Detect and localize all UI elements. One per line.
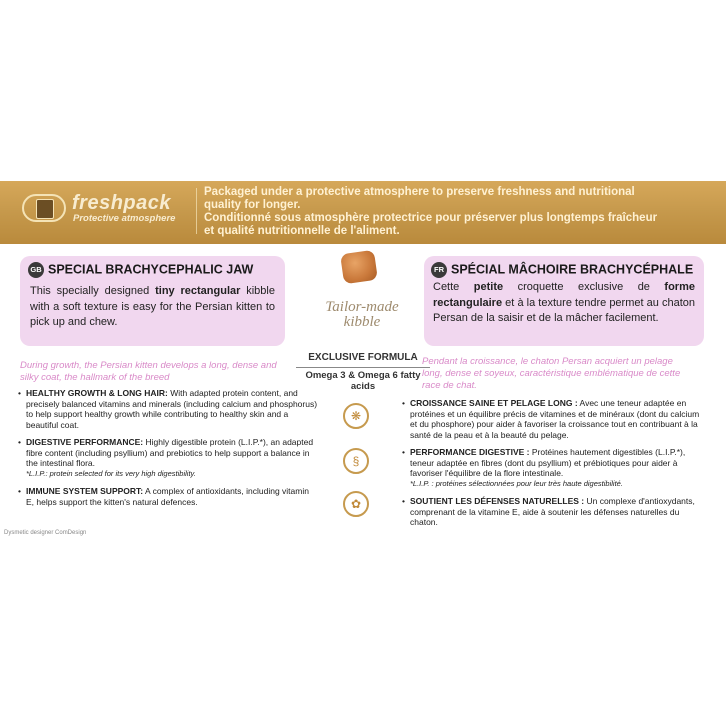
tailor-made-kibble-label: Tailor-made kibble <box>325 299 399 330</box>
french-heading <box>431 262 693 278</box>
freshpack-logo-icon <box>22 194 66 222</box>
freshpack-subtitle: Protective atmosphere <box>73 213 176 224</box>
french-title: SPÉCIAL MÂCHOIRE BRACHYCÉPHALE <box>451 262 694 277</box>
banner-line: quality for longer. <box>204 199 301 211</box>
list-item: • SOUTIENT LES DÉFENSES NATURELLES : Un complexe d'antioxydants, comprenant de la vitamine E, aide à soutenir les défenses naturelles du chaton. <box>402 496 706 528</box>
banner-line: Packaged under a protective atmosphere to preserve freshness and nutritional <box>204 186 635 198</box>
banner-text <box>204 186 714 238</box>
banner-line: et qualité nutritionnelle de l'aliment. <box>204 225 400 237</box>
shield-cat-icon: ✿ <box>343 491 369 517</box>
stomach-icon: § <box>343 448 369 474</box>
kibble-image <box>340 250 378 284</box>
french-description: Cette petite croquette exclusive de forme rectangulaire et à la texture tendre permet au chaton Persan de la saisir et de la mâcher facilement. <box>433 281 695 324</box>
list-item: • DIGESTIVE PERFORMANCE: Highly digestible protein (L.I.P.*), an adapted fibre content (including psyllium) and prebiotics to help support a balance in the intestinal flora. *L.I.P.: protein selected for its very high digestibility. <box>18 437 318 479</box>
banner-divider <box>196 188 197 234</box>
english-benefits-list <box>18 388 318 514</box>
gb-flag-icon: GB <box>28 262 44 278</box>
omega-fatty-acids: Omega 3 & Omega 6 fatty acids <box>296 367 430 392</box>
english-heading <box>28 262 253 278</box>
fr-flag-icon: FR <box>431 262 447 278</box>
french-intro: Pendant la croissance, le chaton Persan acquiert un pelage long, dense et soyeux, caractéristique emblématique de cette race de chat. <box>422 356 681 391</box>
french-benefits-list <box>402 398 706 535</box>
english-title: SPECIAL BRACHYCEPHALIC JAW <box>48 262 254 277</box>
list-item: • PERFORMANCE DIGESTIVE : Protéines hautement digestibles (L.I.P.*), teneur adaptée en fibres (dont du psyllium) et prébiotiques pour aider à favoriser l'équilibre de la flore intestinale. *L.I.P. : protéines sélectionnées pour leur très haute digestibilité. <box>402 447 706 489</box>
list-item: • CROISSANCE SAINE ET PELAGE LONG : Avec une teneur adaptée en protéines et un équilibre précis de vitamines et de minéraux (dont du calcium et du phosphore) pour aider à favoriser la croissance tout en contribuant à la santé de la peau et à la beauté du pelage. <box>402 398 706 440</box>
banner-line: Conditionné sous atmosphère protectrice pour préserver plus longtemps fraîcheur <box>204 212 658 224</box>
english-description: This specially designed tiny rectangular kibble with a soft texture is easy for the Persian kitten to pick up and chew. <box>30 285 275 328</box>
coat-icon: ❋ <box>343 403 369 429</box>
footer-credit: Dysmetic designer ComDesign <box>4 530 87 536</box>
freshpack-brand: freshpack <box>72 192 171 214</box>
list-item: • HEALTHY GROWTH & LONG HAIR: With adapted protein content, and precisely balanced vitamins and minerals (including calcium and phosphorus) to help support healthy growth while contributing to healthy skin and a beautiful coat. <box>18 388 318 430</box>
exclusive-formula: EXCLUSIVE FORMULA <box>308 352 418 363</box>
list-item: • IMMUNE SYSTEM SUPPORT: A complex of antioxidants, including vitamin E, helps support the kitten's natural defences. <box>18 486 318 507</box>
english-intro: During growth, the Persian kitten develops a long, dense and silky coat, the hallmark of the breed <box>20 360 277 383</box>
